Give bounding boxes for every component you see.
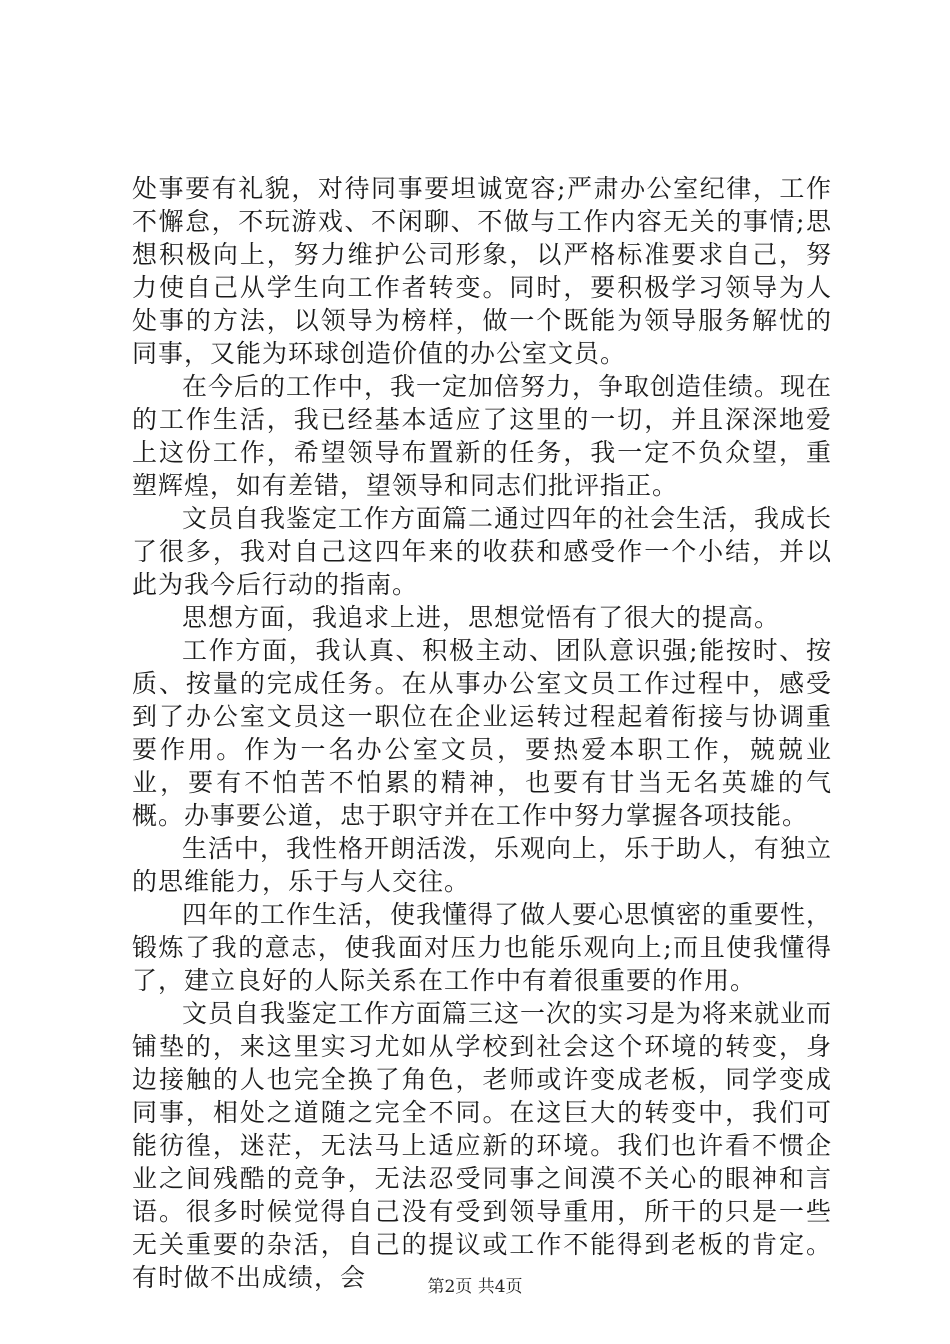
document-body (132, 172, 832, 1294)
paragraph-1: 处事要有礼貌，对待同事要坦诚宽容;严肃办公室纪律，工作不懈怠，不玩游戏、不闲聊、不做与工作内容无关的事情;思想积极向上，努力维护公司形象，以严格标准要求自己，努力使自己从学生向工作者转变。同时，要积极学习领导为人处事的方法，以领导为榜样，做一个既能为领导服务解忧的同事，又能为环球创造价值的办公室文员。 (132, 174, 832, 368)
paragraph-2: 在今后的工作中，我一定加倍努力，争取创造佳绩。现在的工作生活，我已经基本适应了这里的一切，并且深深地爱上这份工作，希望领导布置新的任务，我一定不负众望，重塑辉煌，如有差错，望领导和同志们批评指正。 (132, 372, 833, 500)
paragraph-7: 四年的工作生活，使我懂得了做人要心思慎密的重要性，锻炼了我的意志，使我面对压力也能乐观向上;而且使我懂得了，建立良好的人际关系在工作中有着很重要的作用。 (132, 900, 833, 995)
paragraph-5: 工作方面，我认真、积极主动、团队意识强;能按时、按质、按量的完成任务。在从事办公室文员工作过程中，感受到了办公室文员这一职位在企业运转过程起着衔接与协调重要作用。作为一名办公室文员，要热爱本职工作，兢兢业业，要有不怕苦不怕累的精神，也要有甘当无名英雄的气概。办事要公道，忠于职守并在工作中努力掌握各项技能。 (132, 636, 832, 830)
paragraph-6: 生活中，我性格开朗活泼，乐观向上，乐于助人，有独立的思维能力，乐于与人交往。 (132, 834, 833, 896)
page-footer: 第2页 共4页 (427, 1277, 523, 1297)
paragraph-3: 文员自我鉴定工作方面篇二通过四年的社会生活，我成长了很多，我对自己这四年来的收获和感受作一个小结，并以此为我今后行动的指南。 (132, 504, 833, 599)
paragraph-8: 文员自我鉴定工作方面篇三这一次的实习是为将来就业而铺垫的，来这里实习尤如从学校到社会这个环境的转变，身边接触的人也完全换了角色，老师或许变成老板，同学变成同事，相处之道随之完全不同。在这巨大的转变中，我们可能彷徨，迷茫，无法马上适应新的环境。我们也许看不惯企业之间残酷的竞争，无法忍受同事之间漠不关心的眼神和言语。很多时候觉得自己没有受到领导重用，所干的只是一些无关重要的杂活，自己的提议或工作不能得到老板的肯定。有时做不出成绩，会 (132, 999, 833, 1292)
paragraph-4: 思想方面，我追求上进，思想觉悟有了很大的提高。 (182, 603, 781, 632)
